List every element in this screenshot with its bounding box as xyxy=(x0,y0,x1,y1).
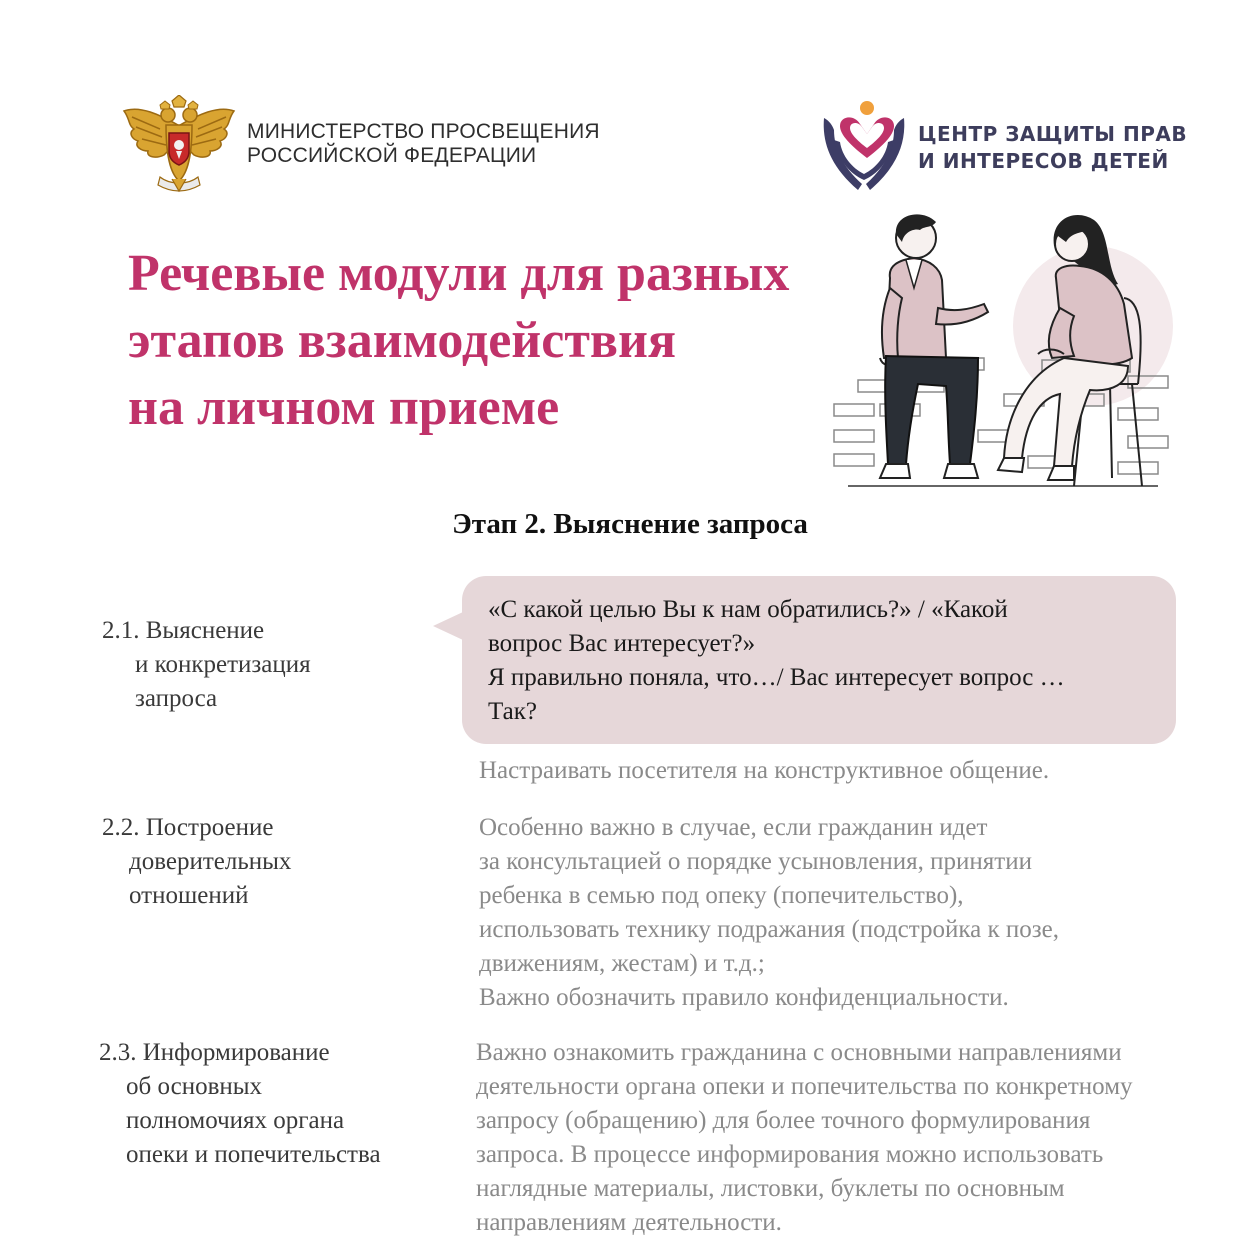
page-title-line2: этапов взаимодействия xyxy=(128,312,677,369)
section-desc-line: запроса. В процессе информирования можно использовать xyxy=(476,1141,1104,1168)
section-2-1-description xyxy=(479,754,1049,788)
speech-bubble-line: «С какой целью Вы к нам обратились?» / «Какой xyxy=(488,596,1008,623)
stage-heading: Этап 2. Выяснение запроса xyxy=(452,508,808,540)
section-desc-line: наглядные материалы, листовки, буклеты по основным xyxy=(476,1175,1065,1202)
section-desc-line: ребенка в семью под опеку (попечительство), xyxy=(479,882,964,909)
speech-bubble-tail xyxy=(433,612,463,640)
section-label-line: запроса xyxy=(135,685,218,712)
section-2-3-label xyxy=(99,1036,381,1172)
center-name-line1: ЦЕНТР ЗАЩИТЫ ПРАВ xyxy=(918,122,1188,146)
speech-bubble-text xyxy=(488,593,1168,729)
hands-heart-logo-icon xyxy=(820,100,908,192)
section-desc-line: за консультацией о порядке усыновления, принятии xyxy=(479,848,1032,875)
section-desc-line: запросу (обращению) для более точного формулирования xyxy=(476,1107,1091,1134)
page-title-line1: Речевые модули для разных xyxy=(128,245,790,302)
section-label-line: опеки и попечительства xyxy=(126,1141,381,1168)
section-label-line: 2.1. Выяснение xyxy=(102,617,265,644)
ministry-name-line2: РОССИЙСКОЙ ФЕДЕРАЦИИ xyxy=(247,144,537,167)
page-title xyxy=(128,240,789,441)
section-label-line: об основных xyxy=(126,1073,263,1100)
section-desc-line: Важно обозначить правило конфиденциальности. xyxy=(479,984,1009,1011)
section-2-2-label xyxy=(102,811,291,913)
section-label-line: отношений xyxy=(129,882,249,909)
center-name xyxy=(918,121,1187,175)
section-2-1-label xyxy=(102,614,311,716)
double-headed-eagle-emblem-icon xyxy=(120,95,238,195)
speech-bubble-line: Я правильно поняла, что…/ Вас интересует вопрос … xyxy=(488,664,1065,691)
section-desc-line: движениям, жестам) и т.д.; xyxy=(479,950,765,977)
section-2-3-description xyxy=(476,1036,1133,1240)
section-desc-line: Особенно важно в случае, если гражданин идет xyxy=(479,814,988,841)
ministry-name xyxy=(247,120,600,168)
speech-bubble-line: вопрос Вас интересует?» xyxy=(488,630,756,657)
conversation-illustration xyxy=(828,208,1173,493)
speech-bubble-line: Так? xyxy=(488,698,537,725)
section-desc-line: использовать технику подражания (подстройка к позе, xyxy=(479,916,1059,943)
page-title-line3: на личном приеме xyxy=(128,379,560,436)
section-desc-line: Настраивать посетителя на конструктивное общение. xyxy=(479,757,1050,784)
section-2-2-description xyxy=(479,811,1059,1015)
section-label-line: 2.2. Построение xyxy=(102,814,274,841)
center-name-line2: И ИНТЕРЕСОВ ДЕТЕЙ xyxy=(918,149,1169,173)
section-label-line: и конкретизация xyxy=(135,651,311,678)
section-label-line: доверительных xyxy=(129,848,292,875)
section-label-line: 2.3. Информирование xyxy=(99,1039,330,1066)
section-label-line: полномочиях органа xyxy=(126,1107,345,1134)
section-desc-line: Важно ознакомить гражданина с основными направлениями xyxy=(476,1039,1122,1066)
section-desc-line: деятельности органа опеки и попечительства по конкретному xyxy=(476,1073,1133,1100)
section-desc-line: направлениям деятельности. xyxy=(476,1209,782,1236)
ministry-name-line1: МИНИСТЕРСТВО ПРОСВЕЩЕНИЯ xyxy=(247,120,600,143)
